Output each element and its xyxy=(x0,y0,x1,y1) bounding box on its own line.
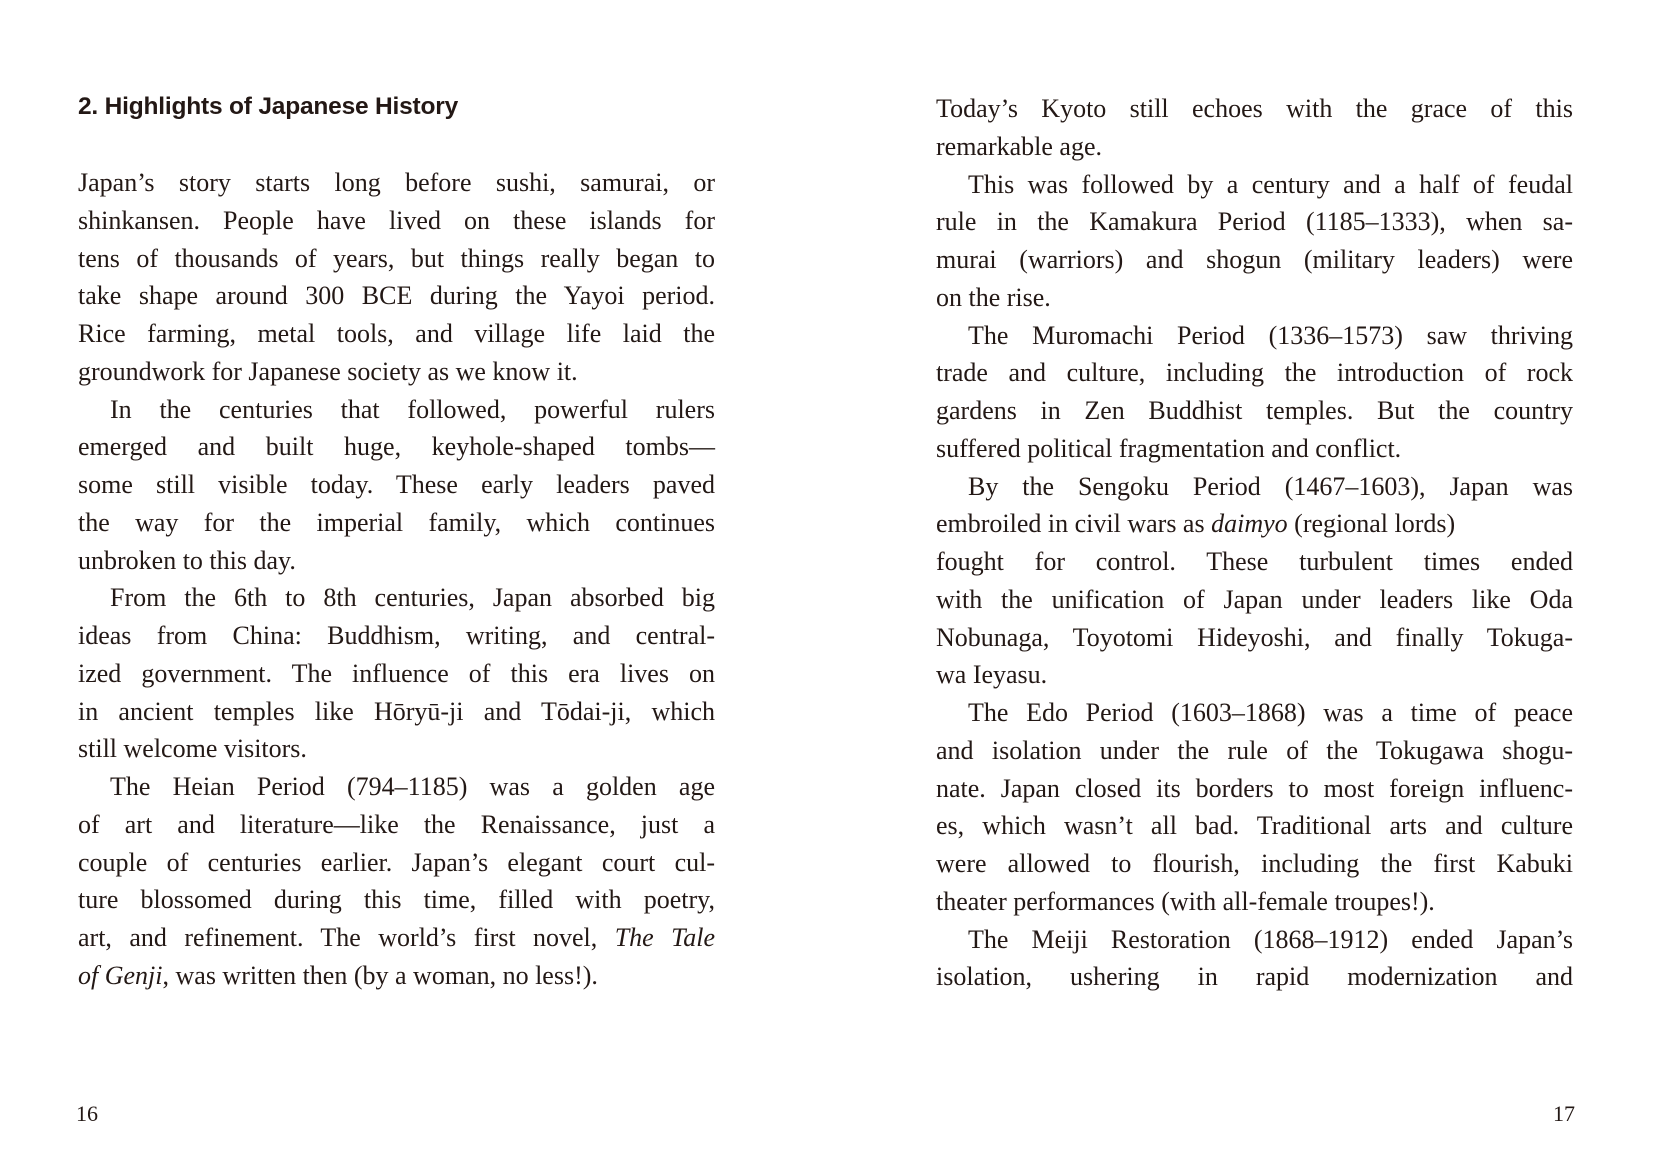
text-line xyxy=(936,883,1573,921)
text-line xyxy=(936,505,1573,543)
line-text: Rice farming, metal tools, and village life laid the xyxy=(78,319,715,348)
text-line xyxy=(936,619,1573,657)
line-text: couple of centuries earlier. Japan’s elegant court cul- xyxy=(78,847,715,877)
line-text: suffered political fragmentation and conflict. xyxy=(936,433,1402,463)
text-line xyxy=(78,730,715,768)
line-text: take shape around 300 BCE during the Yayoi period. xyxy=(78,281,715,311)
line-text: embroiled in civil wars as xyxy=(936,509,1212,539)
line-text: The Meiji Restoration (1868–1912) ended Japan’s xyxy=(968,924,1573,954)
text-line xyxy=(78,768,715,806)
text-line xyxy=(936,468,1573,506)
text-line xyxy=(78,353,715,391)
line-text: ized government. The influence of this era lives on xyxy=(78,658,715,688)
line-text: art, and refinement. The world’s first novel, xyxy=(78,923,615,952)
text-line xyxy=(936,958,1573,996)
text-line xyxy=(78,164,715,202)
text-line xyxy=(78,693,715,731)
text-line xyxy=(936,656,1573,694)
left-body-text xyxy=(78,164,715,995)
line-text: gardens in Zen Buddhist temples. But the country xyxy=(936,396,1573,425)
line-text: Nobunaga, Toyotomi Hideyoshi, and finally Tokuga- xyxy=(936,622,1573,652)
line-text: ture blossomed during this time, filled with poetry, xyxy=(78,885,715,915)
line-text: The Muromachi Period (1336–1573) saw thriving xyxy=(968,320,1573,350)
text-line xyxy=(78,957,715,995)
text-line xyxy=(78,617,715,655)
text-line xyxy=(936,694,1573,732)
line-text: tens of thousands of years, but things really began to xyxy=(78,243,715,273)
line-text: some still visible today. These early leaders paved xyxy=(78,470,715,499)
text-line xyxy=(78,240,715,278)
line-text: es, which wasn’t all bad. Traditional arts and culture xyxy=(936,811,1573,841)
line-text: nate. Japan closed its borders to most foreign influenc- xyxy=(936,773,1573,803)
line-text: The Edo Period (1603–1868) was a time of peace xyxy=(968,698,1573,727)
line-text: groundwork for Japanese society as we know it. xyxy=(78,356,578,386)
text-line xyxy=(78,202,715,240)
text-line xyxy=(936,279,1573,317)
line-text: , was written then (by a woman, no less!). xyxy=(162,960,598,990)
line-text: of art and literature—like the Renaissance, just a xyxy=(78,809,715,839)
text-line xyxy=(78,919,715,957)
line-text: rule in the Kamakura Period (1185–1333), when sa- xyxy=(936,207,1573,237)
text-line xyxy=(936,166,1573,204)
text-line xyxy=(936,203,1573,241)
text-line xyxy=(936,543,1573,581)
text-line xyxy=(936,581,1573,619)
line-text: in ancient temples like Hōryū-ji and Tōdai-ji, which xyxy=(78,696,715,726)
text-line xyxy=(936,732,1573,770)
text-line xyxy=(78,277,715,315)
line-text: still welcome visitors. xyxy=(78,734,307,764)
text-line xyxy=(936,430,1573,468)
text-line xyxy=(936,845,1573,883)
text-line xyxy=(936,128,1573,166)
line-text: with the unification of Japan under leaders like Oda xyxy=(936,584,1573,614)
section-heading: 2. Highlights of Japanese History xyxy=(78,93,459,120)
text-line xyxy=(78,466,715,504)
line-text: and isolation under the rule of the Tokugawa shogu- xyxy=(936,735,1573,765)
text-line xyxy=(936,354,1573,392)
text-line xyxy=(78,542,715,580)
right-body-text xyxy=(936,90,1573,996)
page-number-right: 17 xyxy=(1553,1101,1575,1126)
text-line xyxy=(936,770,1573,808)
italic-text: of Genji xyxy=(78,960,163,990)
line-text: unbroken to this day. xyxy=(78,545,296,575)
right-page xyxy=(826,0,1653,1165)
line-text: Today’s Kyoto still echoes with the grace of this xyxy=(936,94,1573,123)
italic-text: daimyo xyxy=(1211,509,1288,539)
line-text: shinkansen. People have lived on these islands for xyxy=(78,205,715,235)
line-text: (regional lords) xyxy=(1287,509,1456,539)
text-line xyxy=(936,807,1573,845)
line-text: were allowed to flourish, including the first Kabuki xyxy=(936,849,1573,878)
text-line xyxy=(78,579,715,617)
left-page xyxy=(0,0,826,1165)
text-line xyxy=(78,315,715,353)
line-text: theater performances (with all-female troupes!). xyxy=(936,886,1435,916)
line-text: ideas from China: Buddhism, writing, and central- xyxy=(78,621,715,650)
text-line xyxy=(78,881,715,919)
line-text: isolation, ushering in rapid modernization and xyxy=(936,962,1573,992)
text-line xyxy=(78,391,715,429)
line-text: fought for control. These turbulent times ended xyxy=(936,547,1573,576)
text-line xyxy=(936,392,1573,430)
text-line xyxy=(936,921,1573,959)
line-text: remarkable age. xyxy=(936,131,1103,161)
text-line xyxy=(78,655,715,693)
line-text: murai (warriors) and shogun (military leaders) were xyxy=(936,245,1573,274)
text-line xyxy=(78,806,715,844)
line-text: on the rise. xyxy=(936,282,1051,312)
line-text: the way for the imperial family, which continues xyxy=(78,507,715,537)
page-number-left: 16 xyxy=(76,1101,98,1126)
italic-text: The Tale xyxy=(614,923,715,952)
text-line xyxy=(936,241,1573,279)
line-text: wa Ieyasu. xyxy=(936,660,1048,690)
text-line xyxy=(936,317,1573,355)
line-text: This was followed by a century and a half of feudal xyxy=(968,169,1573,199)
text-line xyxy=(78,428,715,466)
line-text: Japan’s story starts long before sushi, samurai, or xyxy=(78,168,715,197)
line-text: From the 6th to 8th centuries, Japan absorbed big xyxy=(110,583,715,613)
text-line xyxy=(936,90,1573,128)
line-text: emerged and built huge, keyhole-shaped tombs— xyxy=(78,432,715,462)
text-line xyxy=(78,504,715,542)
line-text: In the centuries that followed, powerful rulers xyxy=(110,394,715,424)
line-text: By the Sengoku Period (1467–1603), Japan was xyxy=(968,471,1573,501)
line-text: The Heian Period (794–1185) was a golden age xyxy=(110,772,715,801)
text-line xyxy=(78,844,715,882)
line-text: trade and culture, including the introduction of rock xyxy=(936,358,1573,388)
